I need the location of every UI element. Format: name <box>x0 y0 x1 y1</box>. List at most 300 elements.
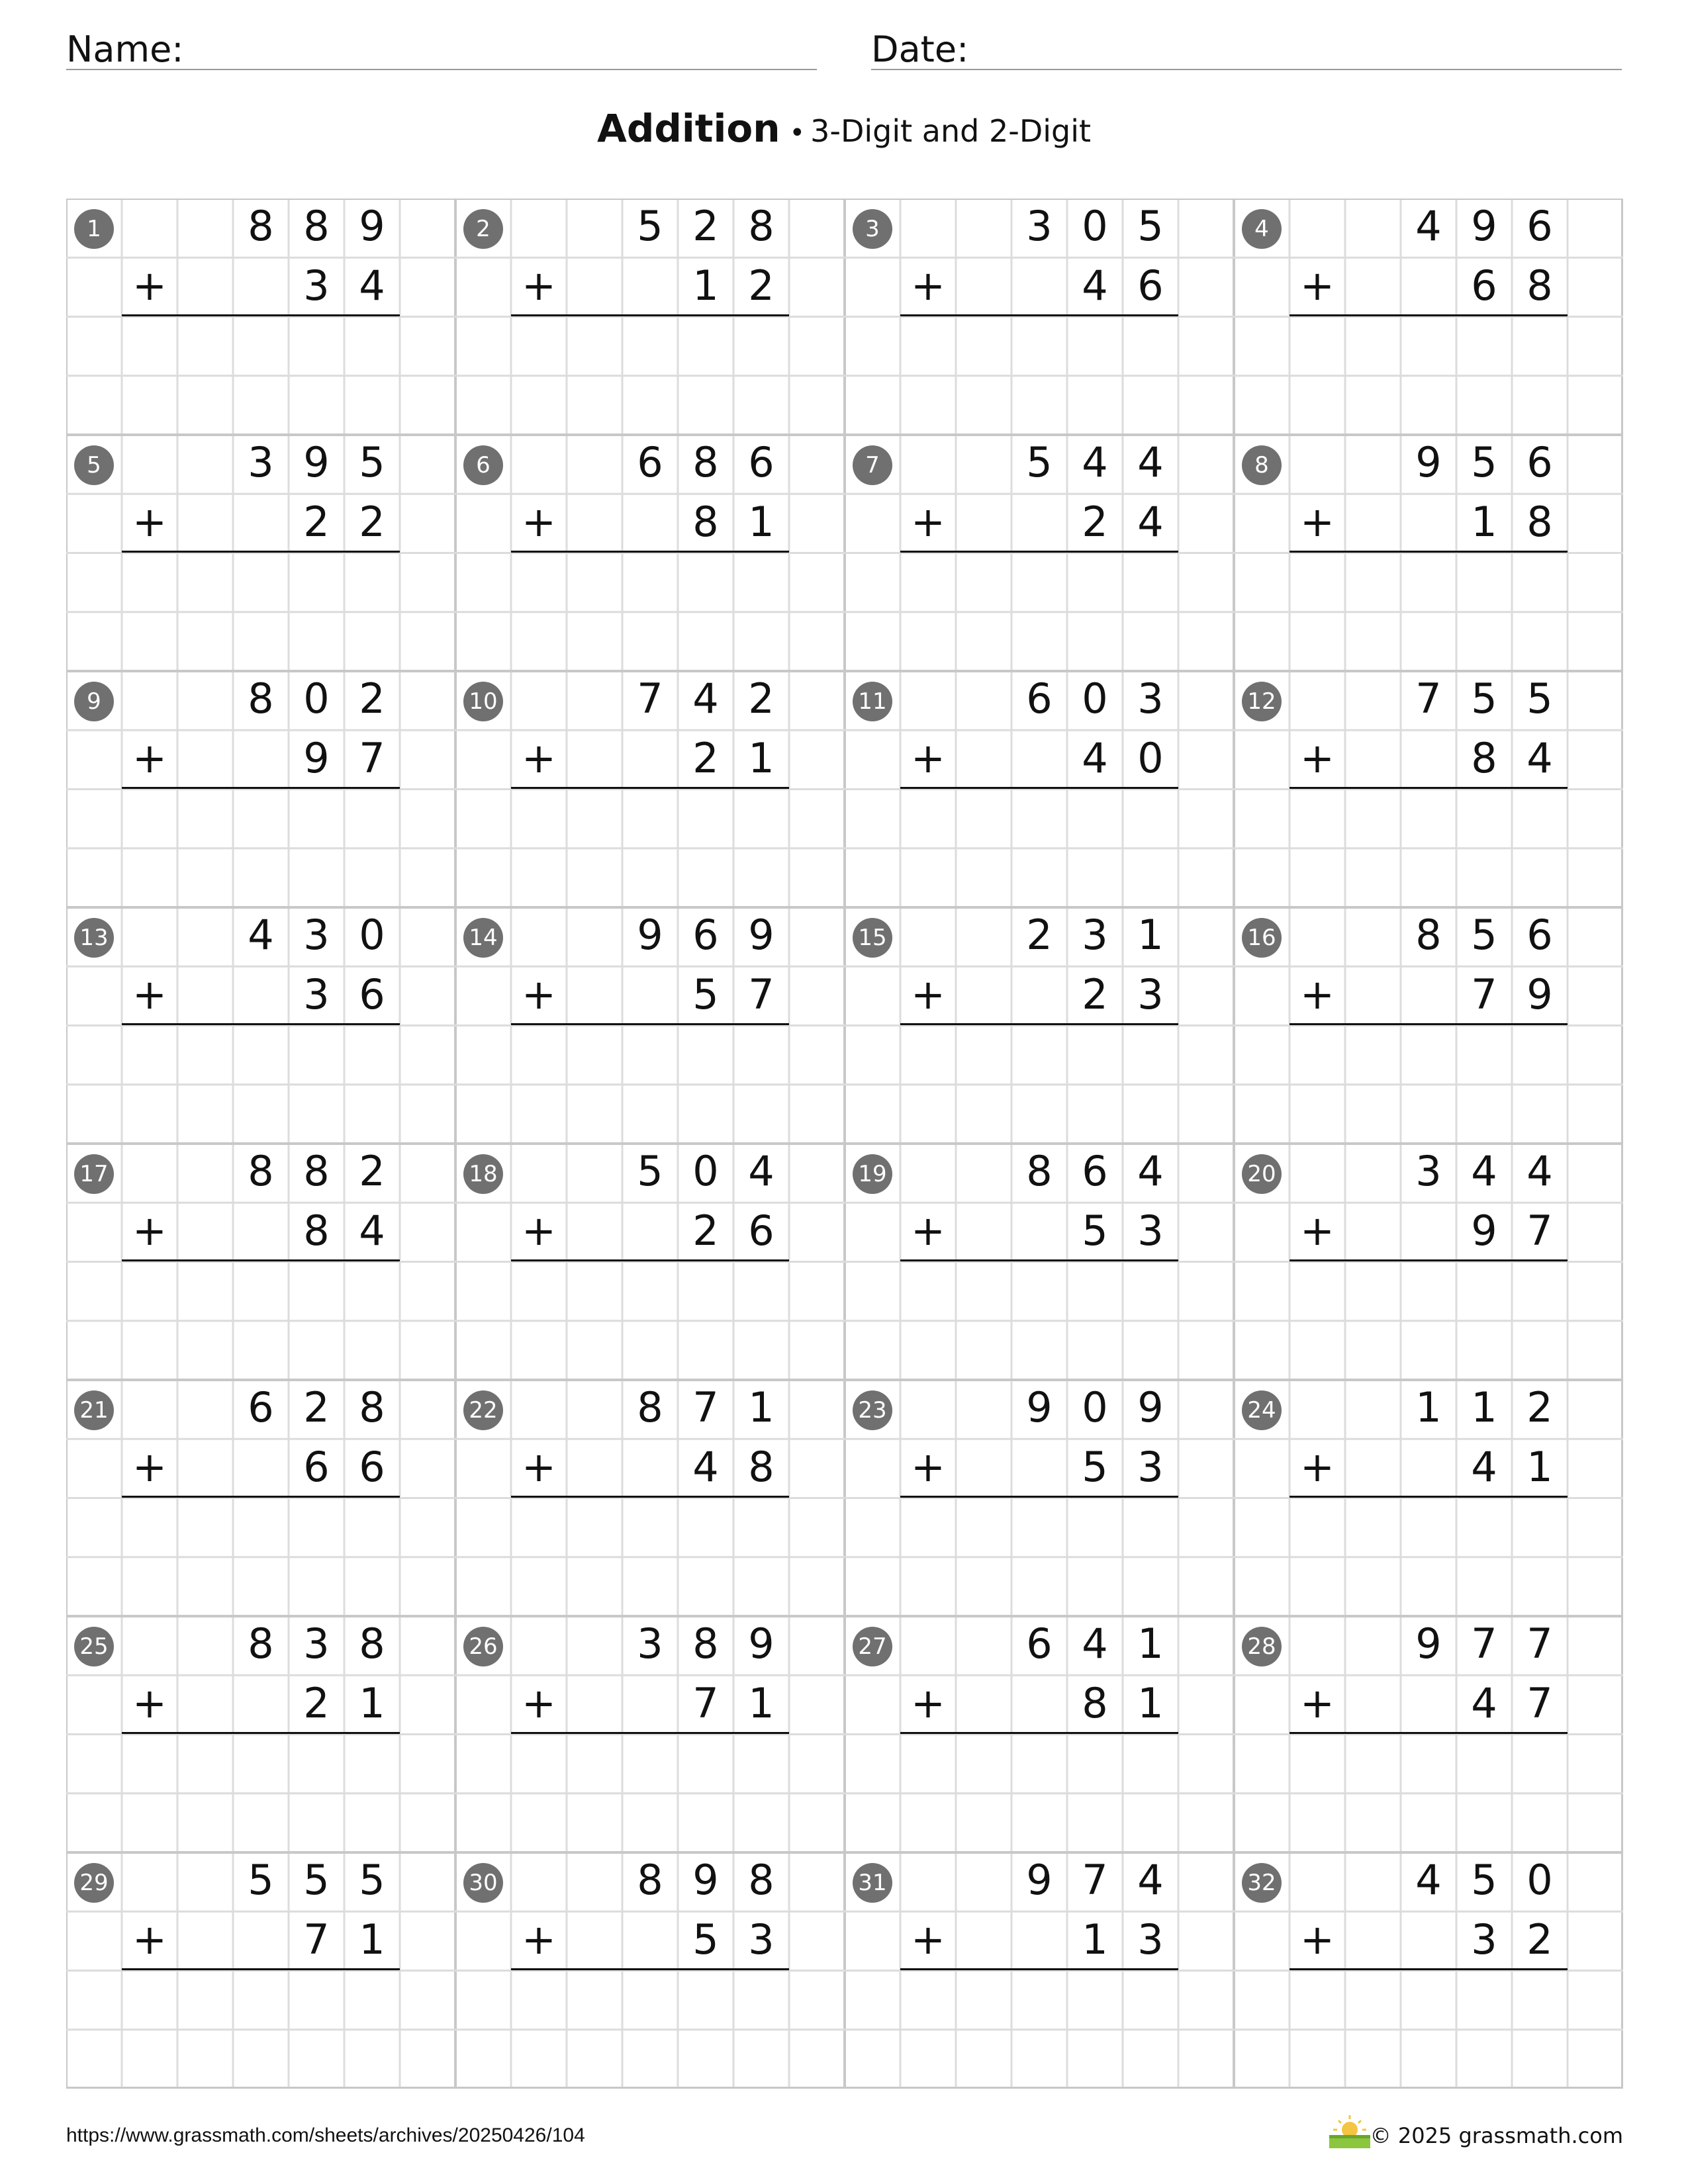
problem-number-badge: 6 <box>463 445 503 485</box>
plus-sign: + <box>132 970 167 1019</box>
addend-digit: 2 <box>692 202 719 250</box>
sum-underline <box>511 1023 789 1025</box>
date-label: Date: <box>871 28 969 70</box>
addend-digit: 3 <box>248 438 274 486</box>
addend-digit: 7 <box>1471 1619 1497 1668</box>
addend-digit: 6 <box>359 1443 385 1491</box>
sum-underline <box>1289 1968 1568 1970</box>
plus-sign: + <box>1300 1679 1335 1727</box>
title-separator: • <box>789 118 806 148</box>
addend-digit: 8 <box>637 1383 663 1432</box>
addition-problem <box>455 1616 845 1852</box>
addend-digit: 7 <box>1471 970 1497 1019</box>
plus-sign: + <box>1300 261 1335 310</box>
addend-digit: 8 <box>248 1619 274 1668</box>
addition-problem <box>66 1616 455 1852</box>
sum-underline <box>122 787 400 789</box>
addition-problem <box>66 199 455 435</box>
problem-number-badge: 9 <box>74 682 114 721</box>
plus-sign: + <box>1300 498 1335 546</box>
plus-sign: + <box>132 1679 167 1727</box>
addend-digit: 7 <box>1082 1856 1108 1904</box>
addend-digit: 3 <box>303 261 330 310</box>
addend-digit: 6 <box>1026 1619 1053 1668</box>
addend-digit: 8 <box>1026 1147 1053 1195</box>
addend-digit: 4 <box>248 911 274 959</box>
addend-digit: 2 <box>1082 970 1108 1019</box>
addend-digit: 4 <box>1082 438 1108 486</box>
sum-underline <box>900 1732 1178 1734</box>
addend-digit: 5 <box>248 1856 274 1904</box>
addend-digit: 3 <box>1137 674 1164 723</box>
plus-sign: + <box>911 970 945 1019</box>
addend-digit: 6 <box>1082 1147 1108 1195</box>
addend-digit: 0 <box>1526 1856 1553 1904</box>
addend-digit: 3 <box>1137 1206 1164 1255</box>
plus-sign: + <box>132 498 167 546</box>
footer-url[interactable]: https://www.grassmath.com/sheets/archives/20250426/104 <box>66 2124 585 2146</box>
date-field[interactable] <box>871 24 1622 70</box>
sum-underline <box>511 551 789 553</box>
sum-underline <box>122 1259 400 1261</box>
addend-digit: 2 <box>1082 498 1108 546</box>
plus-sign: + <box>132 1915 167 1964</box>
addend-digit: 6 <box>1026 674 1053 723</box>
addition-problem <box>1234 1380 1623 1616</box>
addition-problem <box>66 1380 455 1616</box>
sum-underline <box>511 314 789 316</box>
addend-digit: 1 <box>748 1383 774 1432</box>
problem-grid <box>66 199 1623 2089</box>
addend-digit: 5 <box>1082 1443 1108 1491</box>
problem-number-badge: 4 <box>1242 209 1282 249</box>
problem-number-badge: 1 <box>74 209 114 249</box>
addend-digit: 4 <box>359 261 385 310</box>
addend-digit: 9 <box>692 1856 719 1904</box>
name-field[interactable] <box>66 24 817 70</box>
problem-number-badge: 25 <box>74 1627 114 1666</box>
addition-problem <box>1234 435 1623 671</box>
addend-digit: 0 <box>359 911 385 959</box>
addend-digit: 6 <box>748 438 774 486</box>
addend-digit: 3 <box>303 911 330 959</box>
addend-digit: 1 <box>359 1679 385 1727</box>
problem-number-badge: 5 <box>74 445 114 485</box>
addend-digit: 4 <box>692 1443 719 1491</box>
addend-digit: 8 <box>1526 261 1553 310</box>
problem-number-badge: 29 <box>74 1863 114 1903</box>
addend-digit: 9 <box>748 911 774 959</box>
addend-digit: 8 <box>359 1619 385 1668</box>
addition-problem <box>66 1144 455 1380</box>
addend-digit: 6 <box>303 1443 330 1491</box>
addition-problem <box>1234 671 1623 907</box>
addend-digit: 7 <box>1526 1619 1553 1668</box>
addend-digit: 5 <box>359 1856 385 1904</box>
addend-digit: 8 <box>1526 498 1553 546</box>
addend-digit: 5 <box>1471 911 1497 959</box>
addend-digit: 1 <box>1526 1443 1553 1491</box>
plus-sign: + <box>522 970 556 1019</box>
problem-number-badge: 26 <box>463 1627 503 1666</box>
addend-digit: 8 <box>359 1383 385 1432</box>
plus-sign: + <box>1300 1206 1335 1255</box>
sum-underline <box>122 1496 400 1498</box>
addend-digit: 9 <box>1471 202 1497 250</box>
addend-digit: 1 <box>692 261 719 310</box>
plus-sign: + <box>911 1679 945 1727</box>
plus-sign: + <box>911 1443 945 1491</box>
problem-number-badge: 3 <box>853 209 892 249</box>
addend-digit: 4 <box>1137 1147 1164 1195</box>
sum-underline <box>900 1496 1178 1498</box>
addition-problem <box>66 671 455 907</box>
problem-number-badge: 21 <box>74 1390 114 1430</box>
addend-digit: 9 <box>1026 1856 1053 1904</box>
addend-digit: 0 <box>303 674 330 723</box>
addend-digit: 6 <box>248 1383 274 1432</box>
worksheet-title <box>0 106 1688 151</box>
addend-digit: 7 <box>692 1383 719 1432</box>
addend-digit: 5 <box>1082 1206 1108 1255</box>
addition-problem <box>455 199 845 435</box>
problem-number-badge: 14 <box>463 918 503 958</box>
addend-digit: 1 <box>748 498 774 546</box>
addend-digit: 3 <box>748 1915 774 1964</box>
sum-underline <box>900 1968 1178 1970</box>
addend-digit: 3 <box>1137 1443 1164 1491</box>
addition-problem <box>845 1380 1234 1616</box>
addition-problem <box>845 435 1234 671</box>
addition-problem <box>455 907 845 1144</box>
addend-digit: 8 <box>1082 1679 1108 1727</box>
addend-digit: 0 <box>1082 674 1108 723</box>
addend-digit: 4 <box>1415 202 1442 250</box>
problem-number-badge: 7 <box>853 445 892 485</box>
addend-digit: 4 <box>1137 438 1164 486</box>
addend-digit: 8 <box>1415 911 1442 959</box>
addend-digit: 9 <box>1137 1383 1164 1432</box>
addend-digit: 8 <box>748 202 774 250</box>
addition-problem <box>1234 907 1623 1144</box>
addition-problem <box>1234 1852 1623 2089</box>
addition-problem <box>66 435 455 671</box>
addend-digit: 4 <box>1471 1679 1497 1727</box>
addend-digit: 9 <box>1415 438 1442 486</box>
addend-digit: 4 <box>1137 498 1164 546</box>
problem-number-badge: 15 <box>853 918 892 958</box>
plus-sign: + <box>132 261 167 310</box>
sum-underline <box>122 551 400 553</box>
plus-sign: + <box>522 1679 556 1727</box>
plus-sign: + <box>522 261 556 310</box>
addend-digit: 8 <box>248 202 274 250</box>
addend-digit: 8 <box>1471 734 1497 782</box>
addend-digit: 7 <box>1415 674 1442 723</box>
title-main: Addition <box>596 106 780 151</box>
addend-digit: 4 <box>1471 1443 1497 1491</box>
addend-digit: 2 <box>1026 911 1053 959</box>
addend-digit: 3 <box>1137 1915 1164 1964</box>
addend-digit: 8 <box>248 1147 274 1195</box>
plus-sign: + <box>522 1206 556 1255</box>
addend-digit: 2 <box>359 498 385 546</box>
addend-digit: 4 <box>748 1147 774 1195</box>
problem-number-badge: 17 <box>74 1154 114 1194</box>
addend-digit: 5 <box>359 438 385 486</box>
sum-underline <box>1289 551 1568 553</box>
problem-number-badge: 27 <box>853 1627 892 1666</box>
problem-number-badge: 22 <box>463 1390 503 1430</box>
problem-number-badge: 24 <box>1242 1390 1282 1430</box>
sum-underline <box>1289 314 1568 316</box>
addend-digit: 6 <box>1526 438 1553 486</box>
sum-underline <box>511 787 789 789</box>
addend-digit: 0 <box>1082 202 1108 250</box>
sum-underline <box>900 551 1178 553</box>
addend-digit: 8 <box>303 1206 330 1255</box>
addend-digit: 5 <box>637 1147 663 1195</box>
plus-sign: + <box>1300 734 1335 782</box>
grass-sun-logo-icon <box>1327 2113 1373 2150</box>
addend-digit: 8 <box>303 1147 330 1195</box>
addend-digit: 2 <box>303 1383 330 1432</box>
addend-digit: 8 <box>692 1619 719 1668</box>
addend-digit: 9 <box>303 438 330 486</box>
addend-digit: 5 <box>1471 1856 1497 1904</box>
addend-digit: 7 <box>303 1915 330 1964</box>
addend-digit: 6 <box>692 911 719 959</box>
plus-sign: + <box>522 1443 556 1491</box>
addend-digit: 8 <box>748 1443 774 1491</box>
addition-problem <box>845 199 1234 435</box>
addend-digit: 9 <box>1526 970 1553 1019</box>
problem-number-badge: 32 <box>1242 1863 1282 1903</box>
plus-sign: + <box>911 1915 945 1964</box>
sum-underline <box>511 1732 789 1734</box>
addend-digit: 2 <box>748 261 774 310</box>
addition-problem <box>1234 199 1623 435</box>
addend-digit: 7 <box>1526 1206 1553 1255</box>
addend-digit: 4 <box>1415 1856 1442 1904</box>
addend-digit: 3 <box>1026 202 1053 250</box>
addend-digit: 2 <box>303 1679 330 1727</box>
sum-underline <box>122 1968 400 1970</box>
addend-digit: 1 <box>1415 1383 1442 1432</box>
plus-sign: + <box>522 498 556 546</box>
addend-digit: 9 <box>1471 1206 1497 1255</box>
plus-sign: + <box>911 734 945 782</box>
problem-number-badge: 30 <box>463 1863 503 1903</box>
addend-digit: 3 <box>1471 1915 1497 1964</box>
addition-problem <box>455 1144 845 1380</box>
problem-number-badge: 18 <box>463 1154 503 1194</box>
addend-digit: 0 <box>692 1147 719 1195</box>
addend-digit: 4 <box>692 674 719 723</box>
sum-underline <box>900 1259 1178 1261</box>
plus-sign: + <box>522 1915 556 1964</box>
addend-digit: 7 <box>748 970 774 1019</box>
addend-digit: 6 <box>748 1206 774 1255</box>
addend-digit: 7 <box>359 734 385 782</box>
addend-digit: 4 <box>1137 1856 1164 1904</box>
plus-sign: + <box>522 734 556 782</box>
sum-underline <box>1289 1496 1568 1498</box>
sum-underline <box>122 314 400 316</box>
addend-digit: 1 <box>1137 911 1164 959</box>
addition-problem <box>66 907 455 1144</box>
addend-digit: 2 <box>359 674 385 723</box>
addend-digit: 2 <box>359 1147 385 1195</box>
addition-problem <box>845 1144 1234 1380</box>
problem-number-badge: 12 <box>1242 682 1282 721</box>
plus-sign: + <box>132 1206 167 1255</box>
addition-problem <box>455 671 845 907</box>
sum-underline <box>511 1259 789 1261</box>
addend-digit: 6 <box>1526 911 1553 959</box>
addend-digit: 1 <box>1137 1679 1164 1727</box>
addition-problem <box>1234 1616 1623 1852</box>
addend-digit: 3 <box>303 970 330 1019</box>
addend-digit: 2 <box>748 674 774 723</box>
addend-digit: 1 <box>1471 1383 1497 1432</box>
addend-digit: 9 <box>1415 1619 1442 1668</box>
addend-digit: 5 <box>1137 202 1164 250</box>
title-subtitle: 3-Digit and 2-Digit <box>810 113 1092 149</box>
addend-digit: 9 <box>359 202 385 250</box>
addend-digit: 9 <box>637 911 663 959</box>
problem-number-badge: 16 <box>1242 918 1282 958</box>
addend-digit: 2 <box>692 734 719 782</box>
sum-underline <box>122 1023 400 1025</box>
plus-sign: + <box>132 734 167 782</box>
addend-digit: 2 <box>692 1206 719 1255</box>
problem-number-badge: 13 <box>74 918 114 958</box>
addend-digit: 1 <box>1137 1619 1164 1668</box>
addend-digit: 4 <box>1526 1147 1553 1195</box>
problem-number-badge: 28 <box>1242 1627 1282 1666</box>
addition-problem <box>66 1852 455 2089</box>
addend-digit: 9 <box>303 734 330 782</box>
problem-number-badge: 23 <box>853 1390 892 1430</box>
addend-digit: 0 <box>1137 734 1164 782</box>
addend-digit: 6 <box>637 438 663 486</box>
addend-digit: 4 <box>1471 1147 1497 1195</box>
addend-digit: 5 <box>303 1856 330 1904</box>
addend-digit: 3 <box>1137 970 1164 1019</box>
addend-digit: 1 <box>359 1915 385 1964</box>
sum-underline <box>1289 1023 1568 1025</box>
addition-problem <box>455 1380 845 1616</box>
plus-sign: + <box>911 261 945 310</box>
addend-digit: 6 <box>1137 261 1164 310</box>
addend-digit: 8 <box>692 498 719 546</box>
addend-digit: 2 <box>1526 1915 1553 1964</box>
problem-number-badge: 20 <box>1242 1154 1282 1194</box>
addend-digit: 4 <box>1082 261 1108 310</box>
addend-digit: 3 <box>1415 1147 1442 1195</box>
addend-digit: 5 <box>1471 674 1497 723</box>
problem-number-badge: 11 <box>853 682 892 721</box>
problem-number-badge: 19 <box>853 1154 892 1194</box>
plus-sign: + <box>1300 970 1335 1019</box>
addend-digit: 7 <box>637 674 663 723</box>
addition-problem <box>845 907 1234 1144</box>
addend-digit: 5 <box>692 1915 719 1964</box>
addend-digit: 4 <box>1526 734 1553 782</box>
problem-number-badge: 10 <box>463 682 503 721</box>
plus-sign: + <box>1300 1915 1335 1964</box>
sum-underline <box>1289 1732 1568 1734</box>
addend-digit: 8 <box>248 674 274 723</box>
sum-underline <box>511 1496 789 1498</box>
problem-number-badge: 31 <box>853 1863 892 1903</box>
addend-digit: 1 <box>1082 1915 1108 1964</box>
addend-digit: 2 <box>303 498 330 546</box>
addend-digit: 4 <box>359 1206 385 1255</box>
addend-digit: 5 <box>1526 674 1553 723</box>
addend-digit: 7 <box>692 1679 719 1727</box>
addend-digit: 1 <box>748 734 774 782</box>
addend-digit: 8 <box>637 1856 663 1904</box>
addend-digit: 3 <box>637 1619 663 1668</box>
plus-sign: + <box>1300 1443 1335 1491</box>
addend-digit: 6 <box>1471 261 1497 310</box>
addend-digit: 1 <box>748 1679 774 1727</box>
addend-digit: 9 <box>748 1619 774 1668</box>
addend-digit: 8 <box>303 202 330 250</box>
sum-underline <box>900 1023 1178 1025</box>
sum-underline <box>1289 1259 1568 1261</box>
problem-number-badge: 2 <box>463 209 503 249</box>
addend-digit: 6 <box>359 970 385 1019</box>
addend-digit: 7 <box>1526 1679 1553 1727</box>
addend-digit: 0 <box>1082 1383 1108 1432</box>
addition-problem <box>1234 1144 1623 1380</box>
addend-digit: 5 <box>692 970 719 1019</box>
problem-number-badge: 8 <box>1242 445 1282 485</box>
addend-digit: 3 <box>303 1619 330 1668</box>
addition-problem <box>845 1616 1234 1852</box>
sum-underline <box>511 1968 789 1970</box>
addend-digit: 5 <box>1471 438 1497 486</box>
plus-sign: + <box>132 1443 167 1491</box>
addend-digit: 4 <box>1082 734 1108 782</box>
addition-problem <box>845 671 1234 907</box>
addend-digit: 5 <box>1026 438 1053 486</box>
addend-digit: 8 <box>748 1856 774 1904</box>
addend-digit: 9 <box>1026 1383 1053 1432</box>
sum-underline <box>1289 787 1568 789</box>
addend-digit: 6 <box>1526 202 1553 250</box>
sum-underline <box>900 787 1178 789</box>
plus-sign: + <box>911 1206 945 1255</box>
addend-digit: 4 <box>1082 1619 1108 1668</box>
addition-problem <box>455 435 845 671</box>
addend-digit: 8 <box>692 438 719 486</box>
sum-underline <box>122 1732 400 1734</box>
addend-digit: 1 <box>1471 498 1497 546</box>
name-label: Name: <box>66 28 184 70</box>
addition-problem <box>455 1852 845 2089</box>
plus-sign: + <box>911 498 945 546</box>
addend-digit: 2 <box>1526 1383 1553 1432</box>
addend-digit: 3 <box>1082 911 1108 959</box>
addend-digit: 5 <box>637 202 663 250</box>
addition-problem <box>845 1852 1234 2089</box>
footer-copyright: © 2025 grassmath.com <box>1370 2123 1623 2148</box>
sum-underline <box>900 314 1178 316</box>
